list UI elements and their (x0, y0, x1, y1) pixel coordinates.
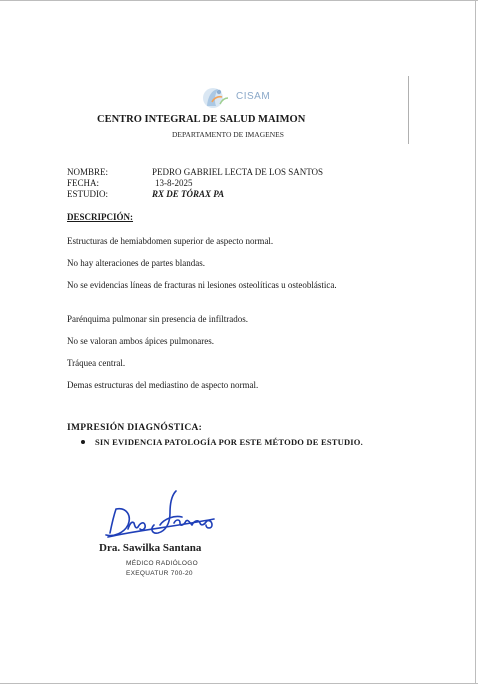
doctor-name: Dra. Sawilka Santana (99, 542, 202, 554)
description-paragraph: Tráquea central. (67, 358, 126, 368)
date-value: 13-8-2025 (155, 178, 193, 188)
logo-text: CISAM (236, 91, 271, 102)
diagnosis-item (81, 437, 363, 447)
date-label: FECHA: (67, 178, 100, 188)
study-label: ESTUDIO: (67, 189, 108, 199)
study-value: RX DE TÓRAX PA (152, 189, 225, 199)
doctor-title: MÉDICO RADIÓLOGO (126, 560, 198, 567)
organization-name: CENTRO INTEGRAL DE SALUD MAIMON (97, 114, 306, 125)
description-paragraph: No se evidencias líneas de fracturas ni lesiones osteolíticas u osteoblástica. (67, 280, 337, 290)
handwritten-signature (102, 485, 222, 545)
doctor-exequatur: EXEQUATUR 700-20 (126, 570, 193, 577)
description-paragraph: Demas estructuras del mediastino de aspecto normal. (67, 380, 259, 390)
diagnosis-heading: IMPRESIÓN DIAGNÓSTICA: (67, 423, 203, 433)
description-paragraph: No hay alteraciones de partes blandas. (67, 258, 205, 268)
bullet-icon (81, 440, 85, 444)
description-paragraph: Parénquima pulmonar sin presencia de infiltrados. (67, 314, 248, 324)
description-heading: DESCRIPCIÓN: (67, 212, 134, 222)
name-label: NOMBRE: (67, 167, 109, 177)
description-paragraph: Estructuras de hemiabdomen superior de aspecto normal. (67, 236, 274, 246)
page-top-border (0, 0, 478, 1)
diagnosis-item-text: SIN EVIDENCIA PATOLOGÍA POR ESTE MÉTODO DE ESTUDIO. (95, 437, 363, 447)
header-divider (408, 76, 409, 144)
name-value: PEDRO GABRIEL LECTA DE LOS SANTOS (152, 167, 324, 177)
page-right-border (475, 0, 476, 684)
department-name: DEPARTAMENTO DE IMAGENES (172, 130, 284, 139)
description-paragraph: No se valoran ambos ápices pulmonares. (67, 336, 214, 346)
